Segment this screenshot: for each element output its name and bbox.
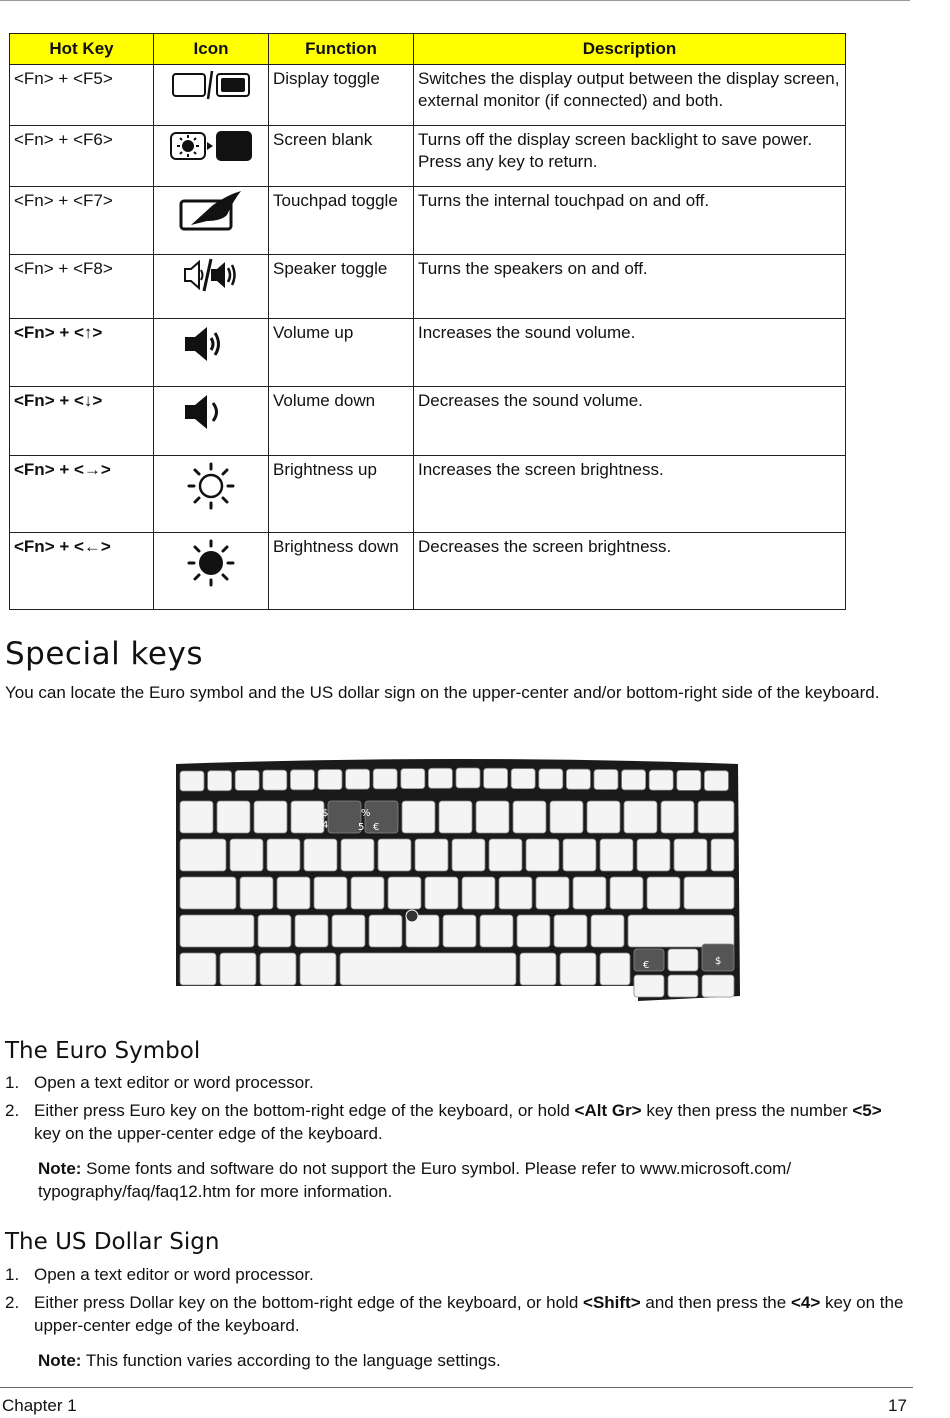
key <box>698 801 734 833</box>
key <box>351 877 384 909</box>
euro-section-title: The Euro Symbol <box>5 1038 201 1064</box>
display-toggle-icon <box>154 65 268 105</box>
key <box>600 839 633 871</box>
step-key: <Alt Gr> <box>574 1101 642 1120</box>
description-cell: Increases the sound volume. <box>414 319 846 387</box>
key <box>263 770 287 790</box>
hot-key-cell: <Fn> + <F8> <box>10 255 154 319</box>
kbd-euro-label-upper: € <box>373 822 380 833</box>
key <box>624 801 657 833</box>
note-label: Note: <box>38 1159 82 1178</box>
key <box>634 975 664 997</box>
footer-rule <box>0 1387 913 1388</box>
key <box>378 839 411 871</box>
key <box>704 771 728 791</box>
key <box>439 801 472 833</box>
special-key <box>328 801 361 833</box>
list-item <box>5 1071 905 1094</box>
step-text: Open a text editor or word processor. <box>34 1265 314 1284</box>
table-row <box>10 126 846 187</box>
kbd-euro-label-lower: € <box>643 960 650 971</box>
key <box>517 915 550 947</box>
key <box>647 877 680 909</box>
key <box>649 770 673 790</box>
hot-key-cell: <Fn> + <F5> <box>10 65 154 126</box>
note-text: This function varies according to the language settings. <box>81 1351 501 1370</box>
volume-up-icon <box>154 319 268 369</box>
key <box>277 877 310 909</box>
kbd-percent-label: % <box>361 808 371 819</box>
key <box>291 801 324 833</box>
key <box>668 975 698 997</box>
list-item <box>5 1291 905 1337</box>
header-hot-key: Hot Key <box>10 34 154 65</box>
footer-page-number: 17 <box>888 1396 907 1415</box>
hotkey-table <box>9 33 846 610</box>
key <box>300 953 336 985</box>
key <box>258 915 291 947</box>
table-row <box>10 319 846 387</box>
special-keys-intro: You can locate the Euro symbol and the US dollar sign on the upper-center and/or bottom-right side of the keyboard. <box>5 683 880 702</box>
hot-key-cell: <Fn> + <F6> <box>10 126 154 187</box>
key <box>290 770 314 790</box>
key <box>260 953 296 985</box>
step-text: and then press the <box>640 1293 791 1312</box>
key <box>462 877 495 909</box>
key <box>622 770 646 790</box>
hot-key-cell: <Fn> + <F7> <box>10 187 154 255</box>
list-item <box>5 1099 905 1145</box>
key <box>443 915 476 947</box>
key <box>513 801 546 833</box>
key <box>346 769 370 789</box>
step-number: 2. <box>5 1293 20 1312</box>
function-cell: Screen blank <box>269 126 414 187</box>
key <box>208 771 232 791</box>
key <box>536 877 569 909</box>
dollar-steps <box>5 1263 905 1342</box>
step-text: key on the upper-center edge of the keyboard. <box>34 1293 904 1335</box>
key <box>415 839 448 871</box>
note-text: Some fonts and software do not support the Euro symbol. Please refer to www.microsoft.com/ typography/faq/faq12.htm for more information. <box>38 1159 792 1201</box>
brightness-down-icon <box>154 533 268 593</box>
hot-key-cell: <Fn> + <↑> <box>10 319 154 387</box>
step-key: <4> <box>790 1293 821 1312</box>
table-row <box>10 456 846 533</box>
speaker-toggle-icon <box>154 255 268 295</box>
kbd-dollar-label: $ <box>322 808 329 819</box>
step-number: 1. <box>5 1265 20 1284</box>
function-cell: Volume up <box>269 319 414 387</box>
key <box>674 839 707 871</box>
hot-key-cell: <Fn> + <→> <box>10 456 154 533</box>
euro-note <box>38 1157 858 1203</box>
key <box>637 839 670 871</box>
screen-blank-icon <box>154 126 268 166</box>
key <box>332 915 365 947</box>
key <box>587 801 620 833</box>
key <box>180 953 216 985</box>
key <box>668 949 698 971</box>
key <box>566 769 590 789</box>
hot-key-cell: <Fn> + <←> <box>10 533 154 610</box>
key <box>304 839 337 871</box>
note-label: Note: <box>38 1351 82 1370</box>
description-cell: Decreases the sound volume. <box>414 387 846 456</box>
description-cell: Turns the speakers on and off. <box>414 255 846 319</box>
step-text: Either press Euro key on the bottom-right edge of the keyboard, or hold <box>34 1101 575 1120</box>
key <box>369 915 402 947</box>
key <box>230 839 263 871</box>
top-rule <box>0 0 910 1</box>
key <box>499 877 532 909</box>
brightness-up-icon <box>154 456 268 516</box>
description-cell: Switches the display output between the display screen, external monitor (if connected) and both. <box>414 65 846 126</box>
header-icon: Icon <box>154 34 269 65</box>
key <box>235 770 259 790</box>
touchpad-toggle-icon <box>154 187 268 235</box>
description-cell: Turns the internal touchpad on and off. <box>414 187 846 255</box>
step-text: key on the upper-center edge of the keyboard. <box>34 1124 383 1143</box>
key <box>539 769 563 789</box>
step-number: 1. <box>5 1073 20 1092</box>
key <box>594 770 618 790</box>
key <box>610 877 643 909</box>
function-cell: Brightness down <box>269 533 414 610</box>
function-cell: Volume down <box>269 387 414 456</box>
euro-steps <box>5 1071 905 1150</box>
section-title-special-keys: Special keys <box>5 636 203 672</box>
key <box>428 768 452 788</box>
key <box>180 915 254 947</box>
key <box>295 915 328 947</box>
function-cell: Speaker toggle <box>269 255 414 319</box>
step-text: Either press Dollar key on the bottom-right edge of the keyboard, or hold <box>34 1293 584 1312</box>
hot-key-cell: <Fn> + <↓> <box>10 387 154 456</box>
volume-down-icon <box>154 387 268 437</box>
key <box>628 915 734 947</box>
kbd-four-label: 4 <box>322 820 329 831</box>
table-row <box>10 65 846 126</box>
table-row <box>10 255 846 319</box>
key <box>456 768 480 788</box>
key <box>452 839 485 871</box>
key <box>550 801 583 833</box>
key <box>511 769 535 789</box>
key <box>480 915 513 947</box>
key <box>554 915 587 947</box>
key <box>484 768 508 788</box>
key <box>341 839 374 871</box>
function-cell: Brightness up <box>269 456 414 533</box>
key <box>340 953 516 985</box>
key <box>318 770 342 790</box>
step-key: <5> <box>852 1101 882 1120</box>
table-row <box>10 187 846 255</box>
key <box>476 801 509 833</box>
key <box>560 953 596 985</box>
function-cell: Touchpad toggle <box>269 187 414 255</box>
key <box>600 953 630 985</box>
key <box>180 801 213 833</box>
key <box>180 771 204 791</box>
key <box>220 953 256 985</box>
footer-chapter: Chapter 1 <box>2 1396 77 1415</box>
step-number: 2. <box>5 1101 20 1120</box>
key <box>711 839 734 871</box>
key <box>254 801 287 833</box>
header-function: Function <box>269 34 414 65</box>
key <box>677 770 701 790</box>
key <box>526 839 559 871</box>
description-cell: Increases the screen brightness. <box>414 456 846 533</box>
key <box>573 877 606 909</box>
key <box>591 915 624 947</box>
dollar-note <box>38 1349 858 1372</box>
keyboard-illustration <box>168 756 746 1016</box>
table-header-row <box>10 34 846 65</box>
key <box>489 839 522 871</box>
description-cell: Turns off the display screen backlight to save power. Press any key to return. <box>414 126 846 187</box>
key <box>402 801 435 833</box>
key <box>373 769 397 789</box>
step-text: key then press the number <box>641 1101 853 1120</box>
key <box>661 801 694 833</box>
list-item <box>5 1263 905 1286</box>
key <box>702 975 734 997</box>
table-row <box>10 387 846 456</box>
kbd-dollar-label-lower: $ <box>715 956 722 967</box>
key <box>180 839 226 871</box>
key <box>267 839 300 871</box>
key <box>563 839 596 871</box>
key <box>314 877 347 909</box>
key <box>240 877 273 909</box>
function-cell: Display toggle <box>269 65 414 126</box>
description-cell: Decreases the screen brightness. <box>414 533 846 610</box>
step-text: Open a text editor or word processor. <box>34 1073 314 1092</box>
header-description: Description <box>414 34 846 65</box>
key <box>180 877 236 909</box>
kbd-five-label: 5 <box>358 822 365 833</box>
step-key: <Shift> <box>583 1293 641 1312</box>
key <box>401 769 425 789</box>
key <box>520 953 556 985</box>
key <box>684 877 734 909</box>
key <box>388 877 421 909</box>
key <box>425 877 458 909</box>
table-row <box>10 533 846 610</box>
key <box>217 801 250 833</box>
dollar-section-title: The US Dollar Sign <box>5 1229 220 1255</box>
